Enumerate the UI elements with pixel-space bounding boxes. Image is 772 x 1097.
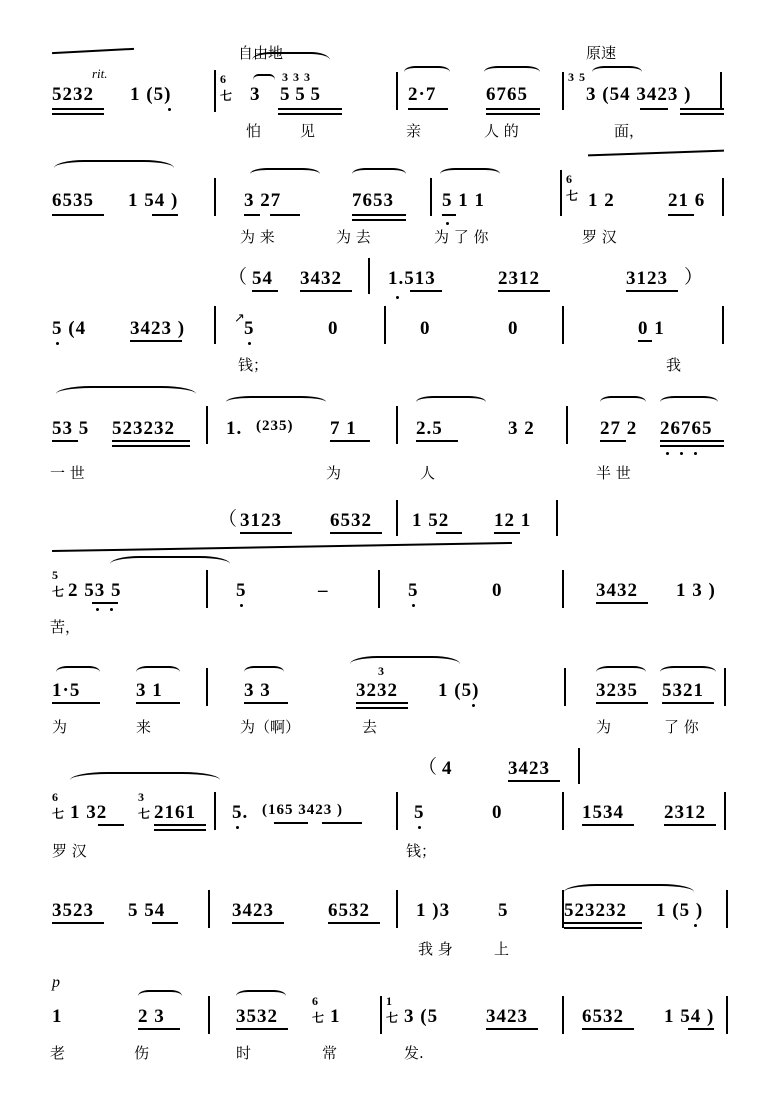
phrase-line <box>588 150 724 157</box>
note-group: 2312 <box>664 802 706 823</box>
lyric: 为 <box>596 718 612 736</box>
paren-open: （ <box>218 509 238 530</box>
beam <box>600 440 626 442</box>
note-group: 5 <box>408 580 419 601</box>
barline <box>562 306 564 344</box>
beam <box>582 1028 634 1030</box>
beam <box>436 532 462 534</box>
slur <box>484 66 540 78</box>
slur <box>404 66 450 78</box>
note-group: 5 54 <box>128 900 166 921</box>
beam <box>564 922 642 924</box>
note-group: 5. <box>232 802 249 823</box>
beam <box>498 290 550 292</box>
octave-dot <box>236 826 239 829</box>
barline <box>214 70 216 112</box>
beam <box>660 445 724 447</box>
barline <box>396 792 398 830</box>
beam <box>278 108 342 110</box>
note-group: 2·7 <box>408 84 437 105</box>
barline <box>562 792 564 830</box>
beam <box>582 824 634 826</box>
note-group: 523232 <box>564 900 627 921</box>
lyric: 人 <box>420 464 436 482</box>
barline <box>214 178 216 216</box>
slur <box>110 556 230 572</box>
note-group: 3432 <box>596 580 638 601</box>
beam <box>322 822 362 824</box>
octave-dot <box>694 452 697 455</box>
barline <box>206 668 208 706</box>
note-group: 6535 <box>52 190 94 211</box>
note-group: 2.5 <box>416 418 443 439</box>
slur <box>564 884 694 900</box>
note-group: 21 6 <box>668 190 706 211</box>
beam <box>52 113 104 115</box>
barline <box>378 570 380 608</box>
beam <box>660 440 724 442</box>
note-group: 2 53 5 <box>68 580 122 601</box>
note-group: 0 <box>508 318 519 339</box>
beam <box>638 340 652 342</box>
barline <box>578 748 580 784</box>
note-group: 3432 <box>300 268 342 289</box>
note-group: 3 (5 <box>404 1006 439 1027</box>
slur <box>250 168 320 180</box>
beam <box>300 290 352 292</box>
beam <box>136 702 180 704</box>
beam <box>52 922 104 924</box>
note-group: 53 5 <box>52 418 90 439</box>
note-group: 1 3 ) <box>676 580 716 601</box>
note-group: 5 1 1 <box>442 190 485 211</box>
lyric: 为 来 <box>240 228 275 246</box>
note-group: 5 <box>244 318 255 339</box>
barline <box>722 306 724 344</box>
barline <box>720 72 722 110</box>
note-group: 0 <box>420 318 431 339</box>
octave-dot <box>396 296 399 299</box>
note-group: 3235 <box>596 680 638 701</box>
note-group: 1 (5) <box>438 680 480 701</box>
octave-dot <box>110 608 113 611</box>
note-group: 1 32 <box>70 802 108 823</box>
note-group: 4 <box>442 758 453 779</box>
slur <box>56 666 100 678</box>
barline <box>562 996 564 1034</box>
barline <box>556 500 558 536</box>
note-group: 3423 ) <box>130 318 186 339</box>
beam <box>52 108 104 110</box>
beam <box>662 702 714 704</box>
lyric: 亲 <box>406 122 422 140</box>
barline <box>562 72 564 110</box>
meter-mark: 1 七 <box>386 994 400 1025</box>
beam <box>244 702 288 704</box>
beam <box>664 824 716 826</box>
beam <box>626 290 678 292</box>
note-group: 3123 <box>240 510 282 531</box>
note-group: 54 <box>252 268 273 289</box>
tempo-mark-free: 自由地 <box>238 44 284 62</box>
slur <box>70 772 220 788</box>
note-group: 5 5 5 <box>280 84 321 105</box>
paren-open: （ <box>418 757 438 778</box>
lyric: 人 的 <box>484 122 519 140</box>
barline <box>430 178 432 216</box>
barline <box>384 306 386 344</box>
beam <box>252 290 278 292</box>
note-group: – <box>318 580 329 601</box>
barline <box>396 500 398 536</box>
note-group: 1 )3 <box>416 900 451 921</box>
slur <box>352 168 406 180</box>
barline <box>396 406 398 444</box>
beam <box>486 108 540 110</box>
beam <box>356 702 408 704</box>
triplet-mark: 3 <box>378 664 385 678</box>
note-group: (235) <box>256 418 294 434</box>
lyric: 为 <box>52 718 68 736</box>
note-group: 2161 <box>154 802 196 823</box>
note-group: 6532 <box>328 900 370 921</box>
beam <box>52 214 104 216</box>
beam <box>244 214 260 216</box>
lyric: 怕 <box>246 122 262 140</box>
lyric: 去 <box>362 718 378 736</box>
beam <box>130 340 182 342</box>
note-group: 1 (5 ) <box>656 900 704 921</box>
barline <box>208 890 210 928</box>
beam <box>328 922 380 924</box>
beam <box>154 824 206 826</box>
note-group: 523232 <box>112 418 175 439</box>
lyric: 为 <box>326 464 342 482</box>
beam <box>668 214 694 216</box>
beam <box>508 780 560 782</box>
slur <box>592 66 642 78</box>
note-group: 1 54 ) <box>128 190 179 211</box>
beam <box>352 214 406 216</box>
paren-open: （ <box>228 267 248 288</box>
lyric: 老 <box>50 1044 66 1062</box>
note-group: 27 2 <box>600 418 638 439</box>
barline <box>396 72 398 110</box>
octave-dot <box>472 704 475 707</box>
octave-dot <box>56 342 59 345</box>
barline <box>722 178 724 216</box>
lyric: 苦， <box>50 618 81 636</box>
note-group: 12 1 <box>494 510 532 531</box>
beam <box>356 707 408 709</box>
note-group: 3 <box>250 84 261 105</box>
note-group: 1 (5) <box>130 84 172 105</box>
octave-dot <box>168 108 171 111</box>
note-group: 1 52 <box>412 510 450 531</box>
beam <box>330 440 370 442</box>
octave-dot <box>96 608 99 611</box>
barline <box>214 792 216 830</box>
slur <box>138 990 182 1002</box>
note-group: 6532 <box>330 510 372 531</box>
note-group: (165 3423 ) <box>262 802 343 818</box>
note-group: 6532 <box>582 1006 624 1027</box>
lyric: 发. <box>404 1044 424 1062</box>
slur <box>416 396 486 408</box>
beam <box>596 702 648 704</box>
barline <box>206 406 208 444</box>
note-group: 5 <box>414 802 425 823</box>
beam <box>408 108 448 110</box>
lyric: 罗 汉 <box>52 842 87 860</box>
beam <box>152 214 178 216</box>
beam <box>236 1028 288 1030</box>
beam <box>152 922 178 924</box>
note-group: 3 1 <box>136 680 163 701</box>
note-group: 1534 <box>582 802 624 823</box>
note-group: 1.513 <box>388 268 436 289</box>
beam <box>278 113 342 115</box>
barline <box>726 890 728 928</box>
octave-dot <box>412 604 415 607</box>
phrase-line <box>52 542 512 552</box>
lyric: 罗 汉 <box>582 228 617 246</box>
octave-dot <box>694 924 697 927</box>
slur <box>440 168 500 180</box>
note-group: 3423 <box>232 900 274 921</box>
barline <box>206 570 208 608</box>
note-group: 2 3 <box>138 1006 165 1027</box>
slur <box>226 396 326 408</box>
paren-close: ） <box>684 267 704 288</box>
meter-mark: 6 七 <box>220 72 234 103</box>
slur <box>596 666 646 678</box>
beam <box>232 922 284 924</box>
barline <box>214 306 216 344</box>
barline <box>208 996 210 1034</box>
note-group: 0 <box>492 580 503 601</box>
beam <box>416 440 458 442</box>
lyric: 上 <box>494 940 510 958</box>
octave-dot <box>418 826 421 829</box>
lyric: 钱； <box>406 842 437 860</box>
note-group: 3532 <box>236 1006 278 1027</box>
barline <box>396 890 398 928</box>
beam <box>442 214 456 216</box>
note-group: 3 (54 3423 ) <box>586 84 692 105</box>
slur <box>136 666 180 678</box>
octave-dot <box>240 604 243 607</box>
beam <box>688 1028 714 1030</box>
note-group: 6765 <box>486 84 528 105</box>
lyric: 来 <box>136 718 152 736</box>
lyric: 常 <box>322 1044 338 1062</box>
note-group: 3123 <box>626 268 668 289</box>
octave-dot <box>248 342 251 345</box>
slur <box>660 666 716 678</box>
beam <box>154 829 206 831</box>
lyric: 为 去 <box>336 228 371 246</box>
beam <box>92 602 118 604</box>
barline <box>562 570 564 608</box>
slur <box>252 52 330 68</box>
octave-dot <box>446 222 449 225</box>
beam <box>52 440 78 442</box>
beam <box>270 214 300 216</box>
lyric: 伤 <box>134 1044 150 1062</box>
beam <box>486 113 540 115</box>
beam <box>564 927 642 929</box>
slur <box>244 666 284 678</box>
barline <box>724 792 726 830</box>
barline <box>380 996 382 1034</box>
beam <box>240 532 292 534</box>
lyric: 时 <box>236 1044 252 1062</box>
lyric: 半 世 <box>596 464 631 482</box>
lyric: 一 世 <box>50 464 85 482</box>
barline <box>726 996 728 1034</box>
slur <box>600 396 646 408</box>
lyric: 面， <box>614 122 645 140</box>
meter-mark: 6 七 <box>52 790 66 821</box>
beam <box>596 602 648 604</box>
note-group: 5 <box>236 580 247 601</box>
phrase-line <box>52 48 134 54</box>
note-group: 1 <box>330 1006 341 1027</box>
barline <box>566 406 568 444</box>
barline <box>560 170 562 216</box>
meter-mark: 3 七 <box>138 790 152 821</box>
note-group: 3 2 <box>508 418 535 439</box>
barline <box>564 668 566 706</box>
meter-mark: 5 七 <box>52 568 66 599</box>
note-group: 1 2 <box>588 190 615 211</box>
note-group: 1 54 ) <box>664 1006 715 1027</box>
note-group: 3 27 <box>244 190 282 211</box>
tempo-mark-original: 原速 <box>586 44 617 62</box>
lyric: 我 身 <box>418 940 453 958</box>
grace-mark: 3 5 <box>568 70 586 84</box>
octave-dot <box>666 452 669 455</box>
beam <box>52 702 100 704</box>
note-group: 1 <box>52 1006 63 1027</box>
meter-mark: 6 七 <box>312 994 326 1025</box>
lyric: 为（啊） <box>240 718 301 736</box>
beam <box>680 113 724 115</box>
note-group: 5321 <box>662 680 704 701</box>
lyric: 见 <box>300 122 316 140</box>
rit-mark: rit. <box>92 66 108 81</box>
slur <box>660 396 718 408</box>
slur <box>350 656 460 672</box>
beam <box>494 532 520 534</box>
beam <box>680 108 724 110</box>
slur <box>54 160 174 176</box>
lyric: 为 了 你 <box>434 228 489 246</box>
note-group: 1. <box>226 418 243 439</box>
note-group: 5232 <box>52 84 94 105</box>
note-group: 5 (4 <box>52 318 87 339</box>
grace-mark: 3 3 3 <box>282 70 311 84</box>
beam <box>410 290 442 292</box>
note-group: 2312 <box>498 268 540 289</box>
beam <box>112 440 190 442</box>
note-group: 3 3 <box>244 680 271 701</box>
beam <box>274 822 308 824</box>
note-group: 0 <box>492 802 503 823</box>
beam <box>352 219 406 221</box>
lyric: 钱； <box>238 356 269 374</box>
beam <box>486 1028 538 1030</box>
note-group: 3423 <box>508 758 550 779</box>
beam <box>330 532 382 534</box>
slur <box>236 990 286 1002</box>
note-group: 26765 <box>660 418 713 439</box>
lyric: 我 <box>666 356 682 374</box>
meter-mark: 6 七 <box>566 172 580 203</box>
octave-dot <box>680 452 683 455</box>
lyric: 了 你 <box>664 718 699 736</box>
beam <box>138 1028 180 1030</box>
note-group: 3523 <box>52 900 94 921</box>
barline <box>724 668 726 706</box>
note-group: 3423 <box>486 1006 528 1027</box>
beam <box>640 108 668 110</box>
dynamic-p: p <box>52 974 60 991</box>
note-group: 0 <box>328 318 339 339</box>
note-group: 0 1 <box>638 318 665 339</box>
breath-mark: ↗ <box>234 310 245 325</box>
beam <box>98 824 124 826</box>
beam <box>112 445 190 447</box>
note-group: 1·5 <box>52 680 81 701</box>
note-group: 3232 <box>356 680 398 701</box>
note-group: 7 1 <box>330 418 357 439</box>
note-group: 7653 <box>352 190 394 211</box>
note-group: 5 <box>498 900 509 921</box>
barline <box>368 258 370 294</box>
slur <box>56 386 196 402</box>
